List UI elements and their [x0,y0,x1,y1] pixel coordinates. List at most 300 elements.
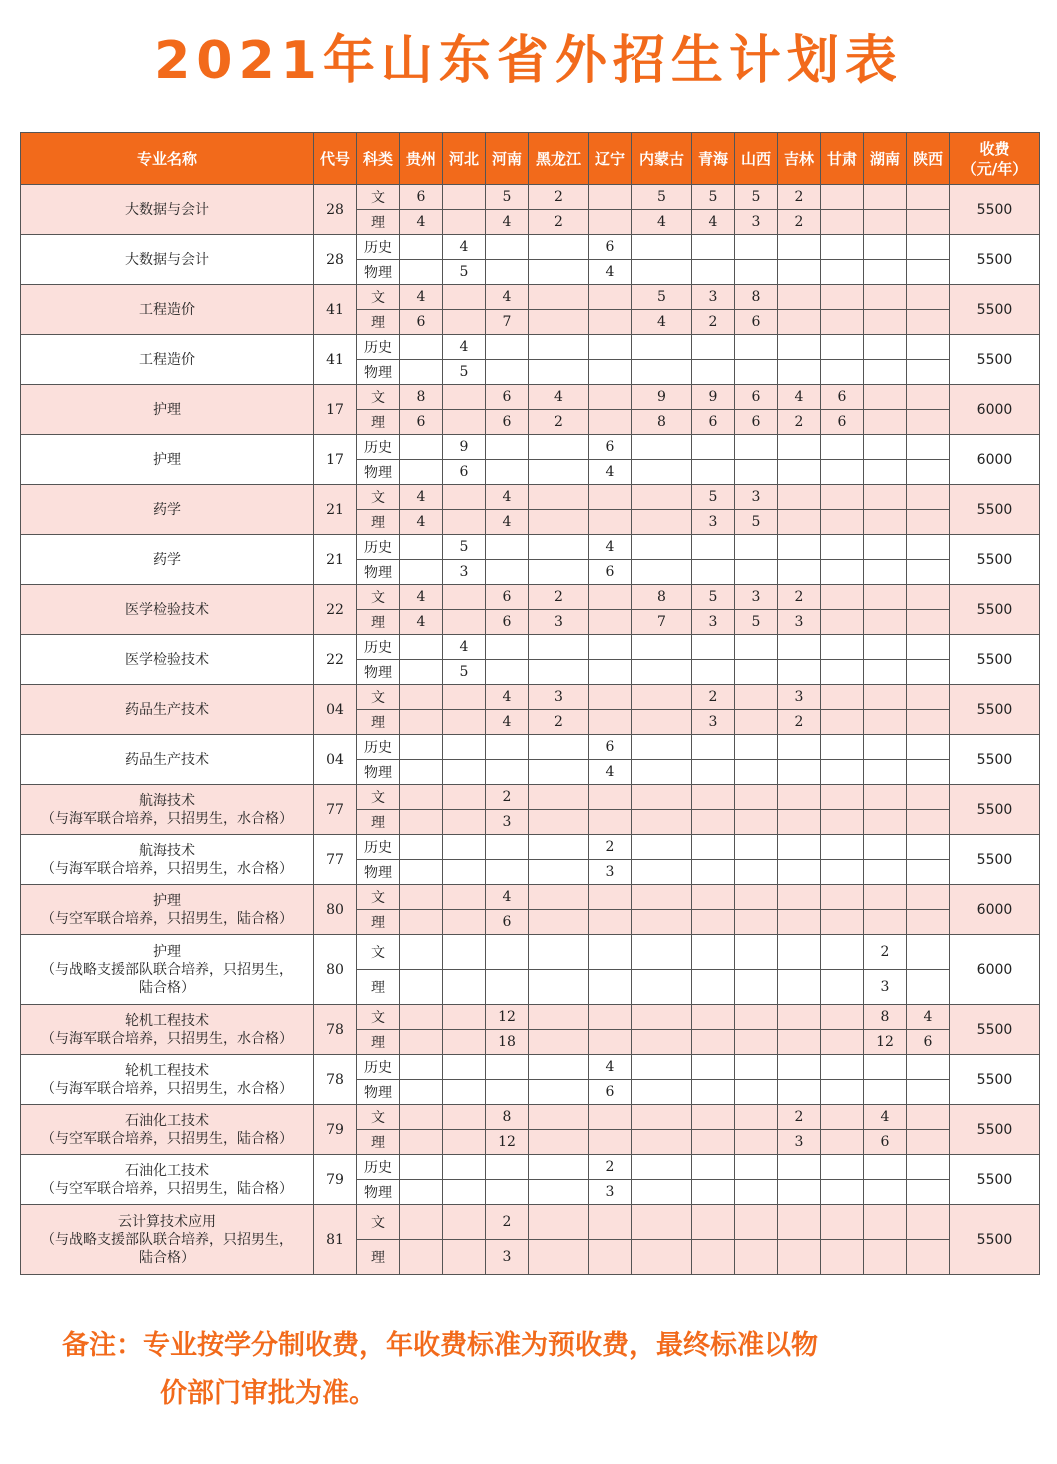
quota-cell [778,885,821,910]
quota-cell [486,1180,529,1205]
quota-cell [529,785,589,810]
quota-cell [735,935,778,970]
quota-cell [735,460,778,485]
quota-cell [632,1080,692,1105]
quota-cell: 4 [589,260,632,285]
major-code-cell: 22 [314,635,357,685]
quota-cell [735,635,778,660]
quota-cell [589,360,632,385]
quota-cell [443,510,486,535]
quota-cell: 5 [443,660,486,685]
major-name-cell [21,185,314,235]
quota-cell [864,360,907,385]
quota-cell [400,860,443,885]
quota-cell [778,635,821,660]
quota-cell [692,1080,735,1105]
quota-cell [692,360,735,385]
quota-cell [529,510,589,535]
quota-cell [821,860,864,885]
quota-cell [821,835,864,860]
quota-cell [821,735,864,760]
quota-cell [400,710,443,735]
column-header: 黑龙江 [529,133,589,185]
quota-cell: 3 [486,810,529,835]
table-row [21,635,1040,660]
quota-cell [907,1205,950,1240]
quota-cell [692,460,735,485]
table-body [21,185,1040,1275]
table-row [21,485,1040,510]
subject-type-cell: 文 [357,785,400,810]
major-name-cell [21,635,314,685]
table-row [21,785,1040,810]
quota-cell [400,660,443,685]
quota-cell [529,810,589,835]
quota-cell [864,1240,907,1275]
quota-cell: 3 [864,970,907,1005]
quota-cell [864,535,907,560]
fee-cell: 5500 [950,335,1040,385]
quota-cell [589,935,632,970]
quota-cell [400,560,443,585]
quota-cell: 4 [486,485,529,510]
quota-cell [735,735,778,760]
quota-cell [778,1080,821,1105]
quota-cell [400,1240,443,1275]
quota-cell [529,1105,589,1130]
quota-cell: 6 [735,310,778,335]
quota-cell: 4 [400,610,443,635]
quota-cell [400,1155,443,1180]
subject-type-cell: 理 [357,1130,400,1155]
quota-cell [864,485,907,510]
quota-cell: 4 [589,460,632,485]
table-row [21,685,1040,710]
quota-cell [443,610,486,635]
quota-cell [529,1205,589,1240]
quota-cell [778,1030,821,1055]
quota-cell: 6 [735,385,778,410]
quota-cell: 4 [486,210,529,235]
quota-cell [821,1055,864,1080]
major-name-line: 护理 [153,943,181,960]
subject-type-cell: 理 [357,510,400,535]
quota-cell [589,685,632,710]
major-name-line: （与海军联合培养，只招男生，水合格） [41,1030,293,1047]
quota-cell: 5 [735,510,778,535]
subject-type-cell: 文 [357,685,400,710]
major-name-cell [21,535,314,585]
major-name-line: 医学检验技术 [125,601,209,618]
quota-cell [864,685,907,710]
quota-cell [692,635,735,660]
quota-cell [486,560,529,585]
quota-cell [821,460,864,485]
quota-cell [778,660,821,685]
footnote-line-2: 价部门审批为准。 [160,1378,376,1409]
quota-cell [692,970,735,1005]
column-header: 代号 [314,133,357,185]
quota-cell [778,535,821,560]
quota-cell [443,310,486,335]
quota-cell [692,1240,735,1275]
quota-cell: 3 [692,285,735,310]
quota-cell: 4 [486,885,529,910]
major-name-line: 大数据与会计 [125,201,209,218]
quota-cell [778,460,821,485]
quota-cell [692,1180,735,1205]
quota-cell [632,1005,692,1030]
quota-cell [907,835,950,860]
quota-cell [735,1005,778,1030]
subject-type-cell: 历史 [357,735,400,760]
quota-cell [632,910,692,935]
subject-type-cell: 物理 [357,660,400,685]
quota-cell [632,335,692,360]
quota-cell: 6 [589,560,632,585]
quota-cell [529,485,589,510]
subject-type-cell: 物理 [357,560,400,585]
quota-cell [589,810,632,835]
quota-cell: 4 [632,310,692,335]
major-code-cell: 77 [314,785,357,835]
quota-cell [529,310,589,335]
quota-cell [632,1155,692,1180]
quota-cell: 3 [778,685,821,710]
fee-cell: 5500 [950,235,1040,285]
quota-cell [443,860,486,885]
table-row [21,285,1040,310]
major-name-line: （与海军联合培养，只招男生，水合格） [41,860,293,877]
quota-cell [529,935,589,970]
quota-cell [692,1030,735,1055]
quota-cell [529,970,589,1005]
subject-type-cell: 文 [357,1005,400,1030]
quota-cell [907,285,950,310]
quota-cell [692,1055,735,1080]
quota-cell [907,860,950,885]
table-row [21,385,1040,410]
fee-cell: 6000 [950,435,1040,485]
quota-cell [778,260,821,285]
quota-cell [443,1105,486,1130]
quota-cell [692,760,735,785]
quota-cell [400,1130,443,1155]
quota-cell: 5 [632,285,692,310]
quota-cell [907,385,950,410]
quota-cell [443,1205,486,1240]
table-row [21,735,1040,760]
quota-cell [907,335,950,360]
quota-cell [735,535,778,560]
major-name-line: 云计算技术应用 [118,1213,216,1230]
quota-cell [778,910,821,935]
quota-cell [907,560,950,585]
subject-type-cell: 文 [357,285,400,310]
quota-cell: 4 [864,1105,907,1130]
quota-cell [632,560,692,585]
major-code-cell: 21 [314,535,357,585]
quota-cell: 2 [589,835,632,860]
quota-cell: 2 [486,1205,529,1240]
quota-cell [632,860,692,885]
major-code-cell: 78 [314,1005,357,1055]
quota-cell [400,1105,443,1130]
subject-type-cell: 物理 [357,860,400,885]
quota-cell [735,1130,778,1155]
quota-cell [735,1055,778,1080]
quota-cell [529,535,589,560]
quota-cell [443,1055,486,1080]
major-name-line: 大数据与会计 [125,251,209,268]
major-name-line: 航海技术 [139,842,195,859]
quota-cell [735,260,778,285]
quota-cell [529,285,589,310]
major-code-cell: 80 [314,935,357,1005]
quota-cell: 3 [778,1130,821,1155]
fee-cell: 5500 [950,485,1040,535]
quota-cell: 4 [400,210,443,235]
major-name-cell [21,1105,314,1155]
quota-cell [589,485,632,510]
quota-cell [632,435,692,460]
quota-cell [821,660,864,685]
quota-cell [632,235,692,260]
quota-cell [907,360,950,385]
major-name-cell [21,935,314,1005]
footnote [62,1322,1022,1418]
quota-cell [821,610,864,635]
quota-cell [907,810,950,835]
quota-cell [486,535,529,560]
quota-cell [443,1180,486,1205]
quota-cell [589,635,632,660]
quota-cell [821,710,864,735]
fee-cell: 5500 [950,735,1040,785]
subject-type-cell: 理 [357,1240,400,1275]
quota-cell [529,760,589,785]
quota-cell [632,935,692,970]
quota-cell: 12 [864,1030,907,1055]
quota-cell [443,935,486,970]
quota-cell [443,970,486,1005]
quota-cell [907,310,950,335]
quota-cell [778,1205,821,1240]
table-row [21,185,1040,210]
major-name-cell [21,885,314,935]
quota-cell: 2 [778,210,821,235]
quota-cell: 2 [778,185,821,210]
quota-cell [735,810,778,835]
quota-cell [400,760,443,785]
subject-type-cell: 理 [357,1030,400,1055]
quota-cell: 2 [778,710,821,735]
quota-cell [529,235,589,260]
quota-cell [632,360,692,385]
quota-cell [632,260,692,285]
quota-cell [443,785,486,810]
quota-cell [907,735,950,760]
subject-type-cell: 文 [357,935,400,970]
quota-cell [907,910,950,935]
quota-cell: 12 [486,1130,529,1155]
quota-cell [735,335,778,360]
quota-cell [907,935,950,970]
quota-cell: 2 [529,410,589,435]
quota-cell: 3 [529,685,589,710]
quota-cell [864,610,907,635]
quota-cell [821,510,864,535]
table-row [21,1155,1040,1180]
quota-cell [778,785,821,810]
quota-cell [778,860,821,885]
quota-cell [907,460,950,485]
quota-cell [821,485,864,510]
quota-cell [486,760,529,785]
fee-cell: 5500 [950,1105,1040,1155]
quota-cell [864,635,907,660]
subject-type-cell: 历史 [357,235,400,260]
quota-cell [632,835,692,860]
major-name-cell [21,435,314,485]
quota-cell [907,1080,950,1105]
quota-cell [778,485,821,510]
quota-cell [778,935,821,970]
quota-cell [907,610,950,635]
fee-cell: 5500 [950,1005,1040,1055]
quota-cell: 2 [529,585,589,610]
quota-cell: 3 [529,610,589,635]
major-name-line: 护理 [153,451,181,468]
quota-cell: 4 [443,335,486,360]
table-row [21,935,1040,970]
quota-cell [864,860,907,885]
fee-cell: 6000 [950,935,1040,1005]
quota-cell: 8 [486,1105,529,1130]
quota-cell [486,970,529,1005]
quota-cell [400,1055,443,1080]
quota-cell [864,235,907,260]
column-header: 辽宁 [589,133,632,185]
quota-cell [821,260,864,285]
footnote-line-1: 备注：专业按学分制收费，年收费标准为预收费，最终标准以物 [62,1330,818,1361]
subject-type-cell: 物理 [357,260,400,285]
quota-cell [400,335,443,360]
quota-cell [589,1205,632,1240]
quota-cell [400,735,443,760]
quota-cell [735,910,778,935]
quota-cell [864,410,907,435]
subject-type-cell: 文 [357,1105,400,1130]
quota-cell [821,535,864,560]
quota-cell [692,535,735,560]
table-row [21,535,1040,560]
major-name-line: 药学 [153,551,181,568]
major-name-cell [21,585,314,635]
subject-type-cell: 物理 [357,1180,400,1205]
quota-cell [821,560,864,585]
fee-cell: 5500 [950,285,1040,335]
major-name-line: 药学 [153,501,181,518]
major-name-line: （与海军联合培养，只招男生，水合格） [41,810,293,827]
major-name-line: （与海军联合培养，只招男生，水合格） [41,1080,293,1097]
quota-cell [735,1105,778,1130]
quota-cell [529,860,589,885]
quota-cell [486,735,529,760]
quota-cell [400,1205,443,1240]
quota-cell [443,210,486,235]
quota-cell [589,610,632,635]
quota-cell [821,910,864,935]
quota-cell [778,510,821,535]
subject-type-cell: 理 [357,610,400,635]
quota-cell [735,885,778,910]
quota-cell: 2 [778,1105,821,1130]
quota-cell: 5 [443,260,486,285]
quota-cell [864,785,907,810]
quota-cell [821,1155,864,1180]
quota-cell [486,660,529,685]
quota-cell [529,335,589,360]
major-name-cell [21,735,314,785]
major-code-cell: 17 [314,435,357,485]
quota-cell [589,1240,632,1275]
column-header: 湖南 [864,133,907,185]
column-header: 陕西 [907,133,950,185]
quota-cell [864,1180,907,1205]
quota-cell: 5 [443,360,486,385]
quota-cell [529,1240,589,1275]
quota-cell [864,210,907,235]
major-name-line: 陆合格） [139,1249,195,1266]
column-header: 贵州 [400,133,443,185]
quota-cell [529,835,589,860]
quota-cell: 3 [486,1240,529,1275]
quota-cell: 8 [400,385,443,410]
major-code-cell: 79 [314,1155,357,1205]
quota-cell [864,885,907,910]
quota-cell [864,1080,907,1105]
quota-cell [778,1240,821,1275]
quota-cell [864,385,907,410]
quota-cell [632,535,692,560]
fee-cell: 5500 [950,1055,1040,1105]
quota-cell [735,360,778,385]
quota-cell: 3 [735,585,778,610]
fee-cell: 6000 [950,885,1040,935]
quota-cell [907,535,950,560]
quota-cell: 6 [486,385,529,410]
quota-cell [632,1240,692,1275]
quota-cell [821,1180,864,1205]
quota-cell [529,635,589,660]
major-name-cell [21,1055,314,1105]
quota-cell: 4 [529,385,589,410]
subject-type-cell: 理 [357,810,400,835]
fee-cell: 6000 [950,385,1040,435]
quota-cell [907,635,950,660]
quota-cell [443,810,486,835]
major-name-line: （与战略支援部队联合培养，只招男生， [41,961,293,978]
quota-cell [778,435,821,460]
quota-cell [692,935,735,970]
quota-cell [778,335,821,360]
quota-cell [778,760,821,785]
quota-cell [907,210,950,235]
quota-cell [632,1105,692,1130]
quota-cell [443,410,486,435]
quota-cell: 3 [589,860,632,885]
